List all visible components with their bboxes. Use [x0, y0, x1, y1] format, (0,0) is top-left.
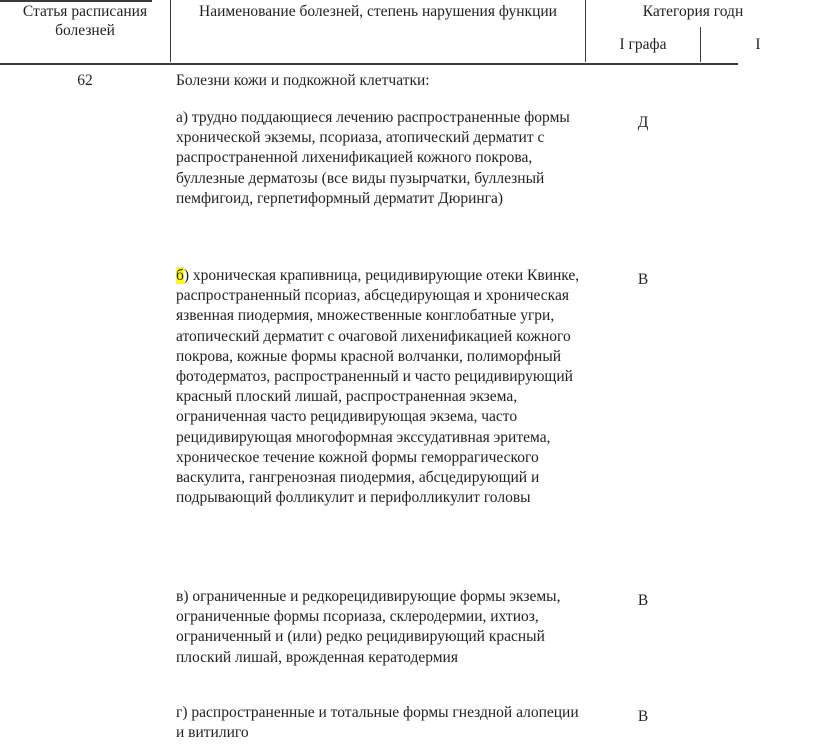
table-cell-item-g-text: г) распространенные и тотальные формы гнездной алопеции и витилиго: [176, 704, 579, 742]
table-cell-item-a-text: а) трудно поддающиеся лечению распространенные формы хронической экземы, псориаза, атопический дерматит с распространенной лихенификацией кожного покрова, буллезные дерматозы (все виды пузырчатки, буллезный пемфигоид, герпетиформный дерматит Дюринга): [176, 109, 570, 207]
column-header-graph-2: I: [755, 36, 761, 53]
table-cell-item-b-category: В: [637, 271, 649, 288]
table-cell-article-number: 62: [77, 72, 93, 89]
table-cell-item-v-category: В: [637, 592, 649, 609]
header-bottom-rule: [0, 63, 738, 65]
table-cell-item-b-body: ) хроническая крапивница, рецидивирующие отеки Квинке, распространенный псориаз, абсцедирующая и хроническая язвенная пиодермия, множественные конглобатные угри, атопический дерматит с очаговой лихенификацией кожного покрова, кожные формы красной волчанки, полиморфный фотодерматоз, распространенный и часто рецидивирующий красный плоский лишай, распространенная экзема, ограниченная часто рецидивирующая экзема, часто рецидивирующая многоформная экссудативная эритема, хроническое течение кожной формы геморрагического васкулита, гангренозная пиодермия, абсцедирующий и подрывающий фолликулит и перифолликулит головы: [176, 267, 580, 507]
header-divider-name: [585, 0, 586, 62]
header-divider-graph: [700, 27, 701, 62]
header-divider-article: [170, 0, 171, 62]
table-cell-item-a-category: Д: [637, 114, 649, 131]
table-header: [0, 0, 761, 66]
table-cell-item-b-text: [176, 266, 580, 508]
table-cell-item-v-text: в) ограниченные и редкорецидивирующие формы экземы, ограниченные формы псориаза, склеродермии, ихтиоз, ограниченный и (или) редко рецидивирующий красный плоский лишай, врожденная кератодермия: [176, 588, 561, 666]
table-cell-group-title: Болезни кожи и подкожной клетчатки:: [176, 72, 430, 89]
column-header-category-group: Категория годн: [642, 3, 744, 20]
column-header-article: Статья расписания болезней: [22, 3, 148, 39]
column-header-graph-1: I графа: [619, 36, 667, 53]
column-header-disease-name: Наименование болезней, степень нарушения функции: [199, 3, 557, 20]
table-cell-item-g-category: В: [637, 708, 649, 725]
highlighted-marker-b: б: [176, 267, 184, 284]
